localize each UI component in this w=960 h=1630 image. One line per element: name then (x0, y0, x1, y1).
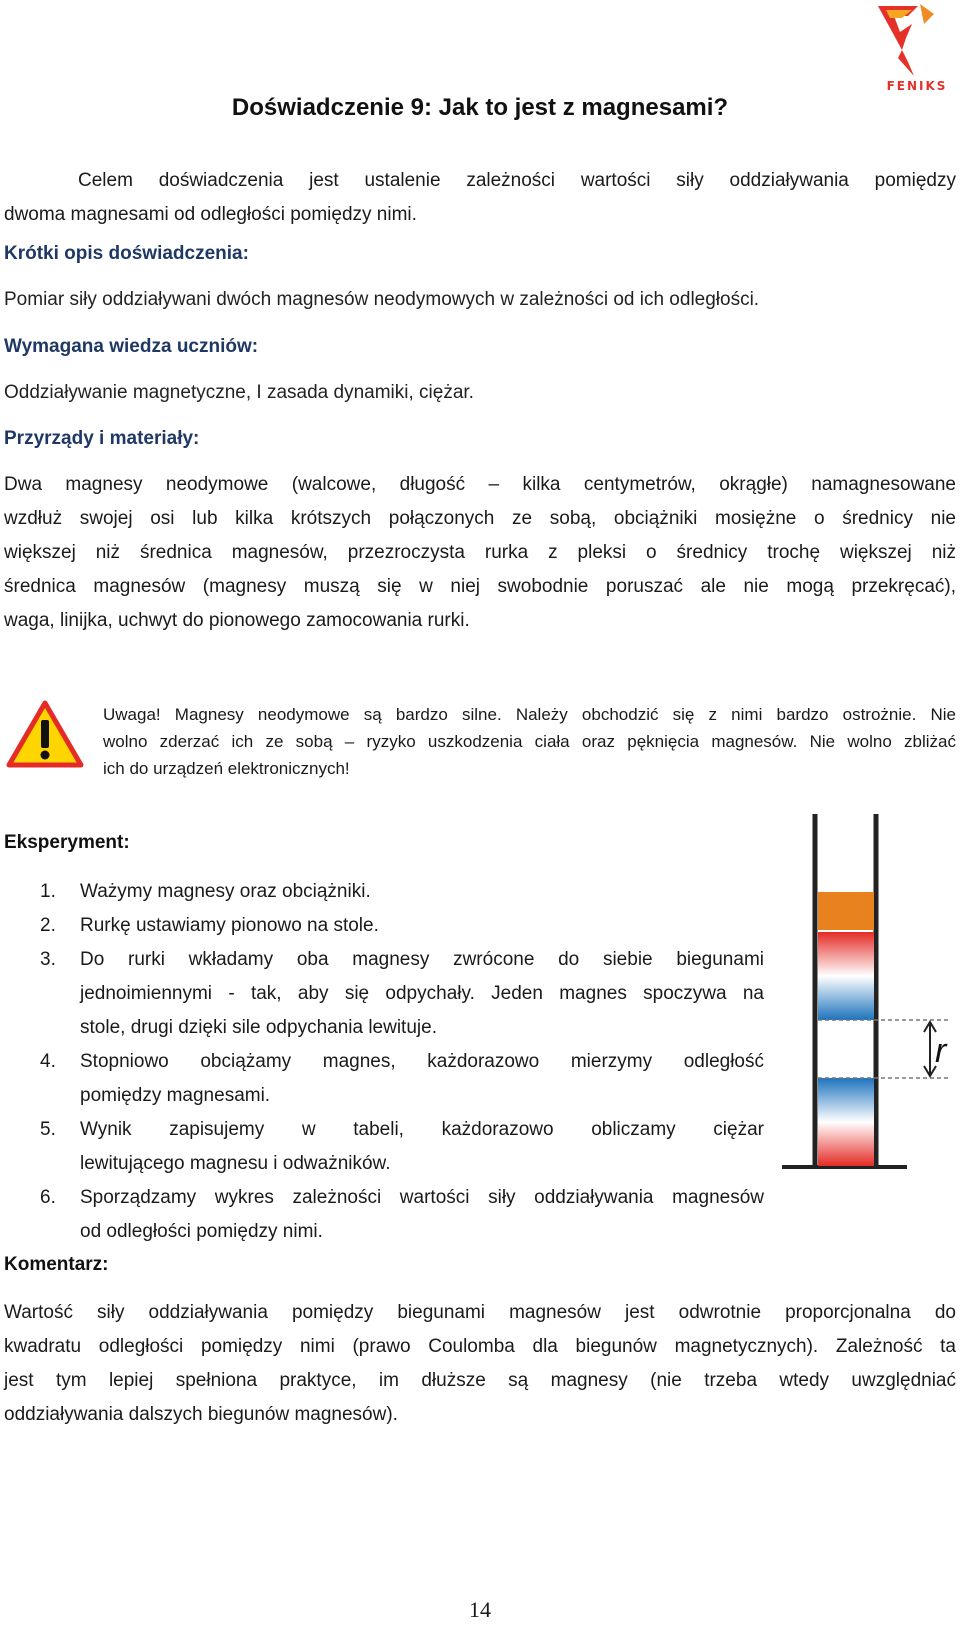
step-item (4, 1113, 764, 1181)
step-line: Sporządzamy wykres zależności wartości siły oddziaływania magnesów (80, 1187, 764, 1208)
intro-line: Celem doświadczenia jest ustalenie zależności wartości siły oddziaływania pomiędzy (78, 170, 956, 191)
materials-paragraph (4, 468, 956, 638)
commentary-line: Wartość siły oddziaływania pomiędzy biegunami magnesów jest odwrotnie proporcjonalna do (4, 1302, 956, 1323)
materials-line: większej niż średnica magnesów, przezroczysta rurka z pleksi o średnicy trochę większej niż (4, 542, 956, 563)
warning-line: wolno zderzać ich ze sobą – ryzyko uszkodzenia ciała oraz pęknięcia magnesów. Nie wolno zbliżać (103, 732, 956, 751)
step-item (4, 1045, 764, 1113)
warning-line: Uwaga! Magnesy neodymowe są bardzo silne. Należy obchodzić się z nimi bardzo ostrożnie. Nie (103, 705, 956, 724)
distance-label: r (935, 1032, 947, 1070)
step-line: jednoimiennymi - tak, aby się odpychały. Jeden magnes spoczywa na (80, 983, 764, 1004)
step-line: Do rurki wkładamy oba magnesy zwrócone do siebie biegunami (80, 949, 764, 970)
experiment-steps (4, 875, 764, 1249)
page-title: Doświadczenie 9: Jak to jest z magnesami? (231, 94, 729, 121)
commentary-line: jest tym lepiej spełniona praktyce, im dłuższe są magnesy (nie trzeba wtedy uwzględniać (4, 1370, 956, 1391)
step-item (4, 875, 764, 909)
feniks-logo (872, 2, 960, 97)
materials-line: waga, linijka, uchwyt do pionowego zamocowania rurki. (4, 610, 470, 631)
magnet-tube-diagram (782, 810, 954, 1180)
step-line: Wynik zapisujemy w tabeli, każdorazowo obliczamy ciężar (80, 1119, 764, 1140)
step-number: 1. (40, 881, 56, 902)
step-line: lewitującego magnesu i odważników. (80, 1153, 391, 1174)
commentary-heading: Komentarz: (4, 1254, 109, 1275)
materials-line: średnica magnesów (magnesy muszą się w niej swobodnie poruszać ale nie mogą przekręcać), (4, 576, 956, 597)
experiment-heading: Eksperyment: (4, 832, 130, 853)
intro-paragraph (4, 164, 956, 232)
warning-text (103, 701, 956, 782)
step-number: 4. (40, 1051, 56, 1072)
weight-block (818, 892, 874, 930)
commentary-line: kwadratu odległości pomiędzy nimi (prawo Coulomba dla biegunów magnetycznych). Zależność ta (4, 1336, 956, 1357)
step-item (4, 943, 764, 1045)
commentary-paragraph (4, 1296, 956, 1432)
warning-triangle-icon (6, 700, 84, 768)
step-line: Ważymy magnesy oraz obciążniki. (80, 881, 371, 902)
short-description-heading: Krótki opis doświadczenia: (4, 243, 249, 264)
materials-line: Dwa magnesy neodymowe (walcowe, długość – kilka centymetrów, okrągłe) namagnesowane (4, 474, 956, 495)
page-number: 14 (469, 1597, 491, 1622)
required-knowledge-heading: Wymagana wiedza uczniów: (4, 336, 259, 357)
magnet-lower (818, 1078, 874, 1166)
step-line: pomiędzy magnesami. (80, 1085, 271, 1106)
required-knowledge-text: Oddziaływanie magnetyczne, I zasada dynamiki, ciężar. (4, 382, 474, 403)
step-item (4, 909, 764, 943)
commentary-line: oddziaływania dalszych biegunów magnesów). (4, 1404, 398, 1425)
materials-line: wzdłuż swojej osi lub kilka krótszych połączonych ze sobą, obciążniki mosiężne o średnicy nie (4, 508, 956, 529)
step-line: Stopniowo obciążamy magnes, każdorazowo mierzymy odległość (80, 1051, 764, 1072)
logo-text: FENIKS (886, 79, 948, 93)
step-number: 6. (40, 1187, 56, 1208)
step-line: od odległości pomiędzy nimi. (80, 1221, 323, 1242)
short-description-text: Pomiar siły oddziaływani dwóch magnesów neodymowych w zależności od ich odległości. (4, 289, 760, 310)
step-number: 5. (40, 1119, 56, 1140)
intro-line: dwoma magnesami od odległości pomiędzy nimi. (4, 204, 417, 225)
materials-heading: Przyrządy i materiały: (4, 428, 200, 449)
step-number: 3. (40, 949, 56, 970)
step-line: Rurkę ustawiamy pionowo na stole. (80, 915, 379, 936)
magnet-upper (818, 932, 874, 1020)
step-line: stole, drugi dzięki sile odpychania lewituje. (80, 1017, 437, 1038)
step-item (4, 1181, 764, 1249)
flame-logo-icon (872, 2, 960, 80)
warning-line: ich do urządzeń elektronicznych! (103, 759, 350, 778)
step-number: 2. (40, 915, 56, 936)
